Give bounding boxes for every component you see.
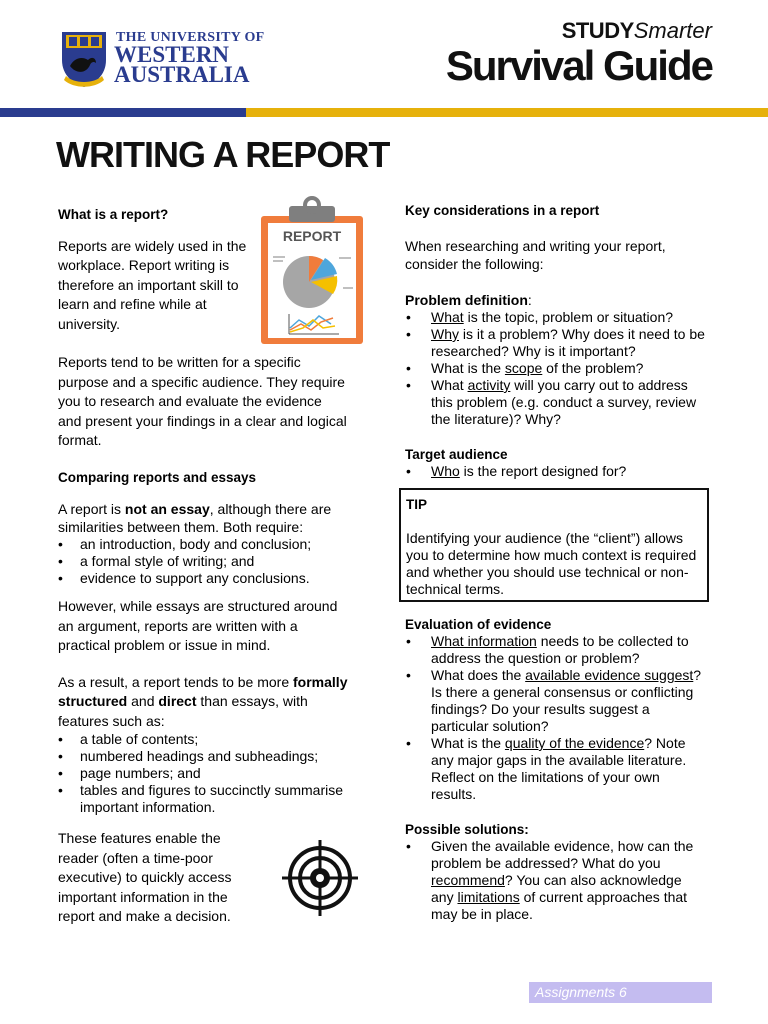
- list-item: [405, 633, 705, 667]
- problem-colon: :: [527, 292, 532, 308]
- clipboard-report-icon: [259, 196, 365, 346]
- result-paragraph: [58, 673, 348, 732]
- result-e: than essays, with features such as:: [58, 693, 308, 729]
- uwa-crest-icon: [60, 30, 108, 88]
- audience-heading: Target audience: [405, 447, 508, 462]
- underlined-term: What information: [431, 633, 537, 649]
- list-item: • numbered headings and subheadings;: [58, 748, 348, 765]
- underlined-term: limitations: [457, 889, 520, 905]
- list-item: [405, 360, 705, 377]
- key-intro: When researching and writing your report, consider the following:: [405, 238, 666, 272]
- item-text: ? Is there a general consensus or conflicting findings? Do your results suggest a particular solution?: [431, 667, 702, 734]
- study-smarter-label: [562, 18, 712, 44]
- item-text: ? Note any major gaps in the available literature. Reflect on the limitations of your own results.: [431, 735, 687, 802]
- university-name-line1: THE UNIVERSITY OF: [116, 30, 265, 45]
- footer-label: Assignments 6: [535, 984, 627, 1000]
- tip-heading: TIP: [406, 497, 428, 512]
- what-heading: What is a report?: [58, 207, 169, 222]
- university-name-line3: AUSTRALIA: [114, 62, 250, 87]
- features-list: [58, 731, 348, 816]
- survival-guide-title: Survival Guide: [445, 42, 712, 89]
- list-item: • an introduction, body and conclusion;: [58, 536, 348, 553]
- both-require-list: [58, 536, 348, 587]
- compare-heading: Comparing reports and essays: [58, 469, 257, 485]
- item-text: is the report designed for?: [459, 463, 627, 479]
- underlined-term: Who: [431, 463, 460, 479]
- key-heading: Key considerations in a report: [405, 203, 600, 218]
- compare-intro-a: A report is: [58, 501, 125, 517]
- list-item: [405, 309, 705, 326]
- underlined-term: scope: [504, 360, 543, 376]
- item-text: What: [431, 377, 468, 393]
- item-text: needs to be collected to address the question or problem?: [431, 633, 689, 666]
- however-paragraph: However, while essays are structured around an argument, reports are written with a practical problem or issue in mind.: [58, 598, 338, 653]
- what-is-report-section: [58, 205, 248, 334]
- item-text: What is the: [431, 735, 505, 751]
- header-bar-gold: [246, 108, 768, 117]
- list-item: • evidence to support any conclusions.: [58, 570, 348, 587]
- underlined-term: recommend: [431, 872, 505, 888]
- right-column-top: [405, 202, 705, 480]
- list-item: [405, 326, 705, 360]
- result-c: and: [127, 693, 159, 709]
- item-text: Given the available evidence, how can the problem be addressed? What do you: [431, 838, 694, 871]
- compare-intro-c: , although there are similarities between them. Both require:: [58, 501, 332, 535]
- list-item: [405, 377, 705, 428]
- study-word: STUDY: [561, 18, 634, 43]
- compare-intro: [58, 500, 348, 536]
- tip-box: [399, 488, 709, 602]
- problem-list: [405, 309, 705, 428]
- list-item: [405, 735, 705, 803]
- item-text: of the problem?: [542, 360, 644, 376]
- list-item: [405, 463, 705, 480]
- list-item: [405, 667, 705, 735]
- result-bold-1: formally structured: [58, 673, 348, 709]
- evaluation-list: [405, 633, 705, 803]
- item-text: What is the: [431, 360, 505, 376]
- left-column-body: [58, 353, 348, 816]
- header-bar-blue: [0, 108, 246, 117]
- item-text: ? You can also acknowledge any: [431, 872, 682, 905]
- enable-section: [58, 829, 258, 927]
- target-icon: [280, 838, 360, 918]
- enable-paragraph: These features enable the reader (often a time-poor executive) to quickly access important information in the report and make a decision.: [58, 830, 232, 924]
- page-title: WRITING A REPORT: [56, 134, 390, 175]
- underlined-term: What: [431, 309, 464, 325]
- what-paragraph-2: Reports tend to be written for a specific purpose and a specific audience. They require you to research and evaluate the evidence and present your findings in a clear and logical format.: [58, 354, 347, 448]
- result-a: As a result, a report tends to be more: [58, 673, 294, 690]
- right-column-bottom: [405, 616, 705, 923]
- evaluation-heading: Evaluation of evidence: [405, 617, 552, 632]
- problem-heading-line: [405, 292, 705, 309]
- compare-intro-bold: not an essay: [124, 501, 210, 517]
- underlined-term: available evidence suggest: [525, 667, 694, 683]
- item-text: is the topic, problem or situation?: [463, 309, 674, 325]
- item-text: is it a problem? Why does it need to be researched? Why is it important?: [431, 326, 705, 359]
- result-bold-2: direct: [158, 693, 197, 709]
- item-text: of current approaches that may be in place.: [431, 889, 688, 922]
- item-text: What does the: [431, 667, 526, 683]
- list-item: • a formal style of writing; and: [58, 553, 348, 570]
- report-icon-label: REPORT: [282, 228, 342, 244]
- underlined-term: Why: [431, 326, 459, 342]
- underlined-term: quality of the evidence: [504, 735, 645, 751]
- list-item: • a table of contents;: [58, 731, 348, 748]
- smarter-word: Smarter: [633, 18, 712, 43]
- what-paragraph-1: Reports are widely used in the workplace. Report writing is therefore an important skill to learn and refine while at university.: [58, 237, 247, 332]
- underlined-term: activity: [467, 377, 511, 393]
- list-item: • page numbers; and: [58, 765, 348, 782]
- audience-list: [405, 463, 705, 480]
- item-text: will you carry out to address this problem (e.g. conduct a survey, review the literature)? Why?: [431, 377, 697, 427]
- problem-heading: Problem definition: [405, 292, 528, 308]
- list-item: [405, 838, 705, 923]
- solutions-list: [405, 838, 705, 923]
- list-item: • tables and figures to succinctly summarise important information.: [58, 782, 348, 816]
- solutions-heading: Possible solutions:: [405, 822, 529, 837]
- tip-text: Identifying your audience (the “client”) allows you to determine how much context is required and whether you should use technical or non-technical terms.: [406, 530, 697, 597]
- university-name-line2: WESTERN: [114, 42, 230, 67]
